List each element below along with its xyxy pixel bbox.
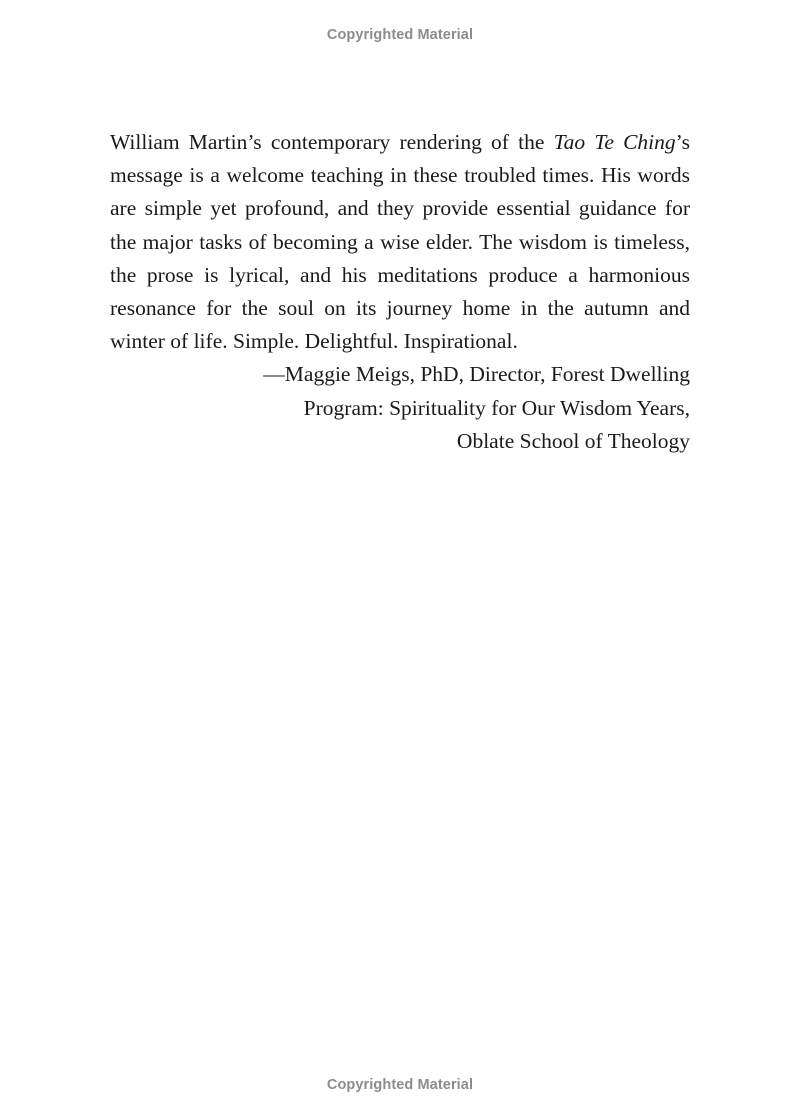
endorsement-blurb bbox=[110, 126, 690, 458]
endorsement-text-start: William Martin’s contemporary rendering of the bbox=[110, 130, 554, 154]
copyright-watermark-bottom: Copyrighted Material bbox=[326, 1077, 474, 1093]
endorsement-attribution bbox=[110, 358, 690, 458]
attribution-line-3: Oblate School of Theology bbox=[456, 428, 690, 453]
endorsement-text-rest: ’s message is a welcome teaching in these troubled times. His words are simple yet profound, and they provide essential guidance for the major tasks of becoming a wise elder. The wisdom is timeless, the prose is lyrical, and his meditations produce a harmonious resonance for the soul on its journey home in the autumn and winter of life. Simple. Delightful. Inspirational. bbox=[110, 130, 690, 354]
attribution-line-1: —Maggie Meigs, PhD, Director, Forest Dwelling bbox=[263, 362, 690, 387]
copyright-watermark-top: Copyrighted Material bbox=[326, 27, 474, 43]
attribution-line-2: Program: Spirituality for Our Wisdom Years, bbox=[303, 395, 690, 420]
book-title: Tao Te Ching bbox=[553, 130, 676, 154]
endorsement-text bbox=[110, 126, 690, 358]
